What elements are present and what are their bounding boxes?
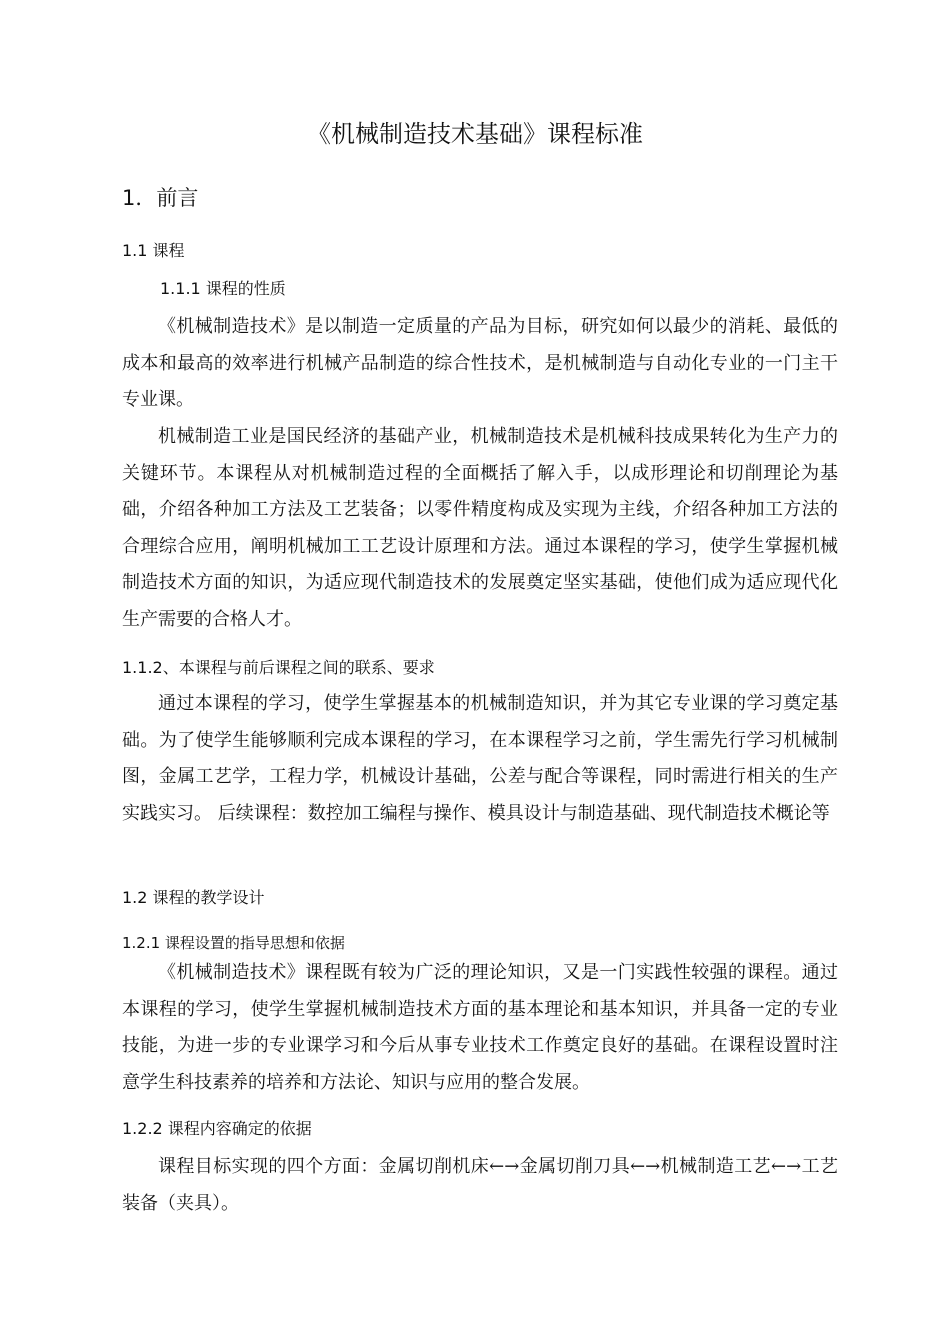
subsection-heading-content-basis: 1.2.2 课程内容确定的依据 — [122, 1119, 312, 1138]
section-heading-course: 1.1 课程 — [122, 241, 185, 260]
subsection-heading-course-relations: 1.1.2、本课程与前后课程之间的联系、要求 — [122, 658, 435, 677]
subsection-heading-course-nature: 1.1.1 课程的性质 — [160, 279, 286, 298]
paragraph-guiding-principles: 《机械制造技术》课程既有较为广泛的理论知识，又是一门实践性较强的课程。通过本课程的学习，使学生掌握机械制造技术方面的基本理论和基本知识，并具备一定的专业技能，为进一步的专业课学习和今后从事专业技术工作奠定良好的基础。在课程设置时注意学生科技素养的培养和方法论、知识与应用的整合发展。 — [122, 962, 838, 1093]
paragraph-course-nature-1: 《机械制造技术》是以制造一定质量的产品为目标，研究如何以最少的消耗、最低的成本和最高的效率进行机械产品制造的综合性技术，是机械制造与自动化专业的一门主干专业课。 — [122, 316, 838, 411]
section-heading-preface: 1．前言 — [122, 186, 199, 210]
paragraph-course-relations: 通过本课程的学习，使学生掌握基本的机械制造知识，并为其它专业课的学习奠定基础。为了使学生能够顺利完成本课程的学习，在本课程学习之前，学生需先行学习机械制图，金属工艺学，工程力学，机械设计基础，公差与配合等课程，同时需进行相关的生产实践实习。 后续课程：数控加工编程与操作、模具设计与制造基础、现代制造技术概论等 — [122, 693, 838, 824]
paragraph-course-nature-2: 机械制造工业是国民经济的基础产业，机械制造技术是机械科技成果转化为生产力的关键环节。本课程从对机械制造过程的全面概括了解入手，以成形理论和切削理论为基础，介绍各种加工方法及工艺装备；以零件精度构成及实现为主线，介绍各种加工方法的合理综合应用，阐明机械加工工艺设计原理和方法。通过本课程的学习，使学生掌握机械制造技术方面的知识，为适应现代制造技术的发展奠定坚实基础，使他们成为适应现代化生产需要的合格人才。 — [122, 426, 838, 630]
section-heading-teaching-design: 1.2 课程的教学设计 — [122, 888, 265, 907]
document-title: 《机械制造技术基础》课程标准 — [307, 120, 643, 148]
paragraph-content-basis: 课程目标实现的四个方面：金属切削机床←→金属切削刀具←→机械制造工艺←→工艺装备（夹具）。 — [122, 1156, 838, 1214]
subsection-heading-guiding-principles: 1.2.1 课程设置的指导思想和依据 — [122, 934, 345, 952]
